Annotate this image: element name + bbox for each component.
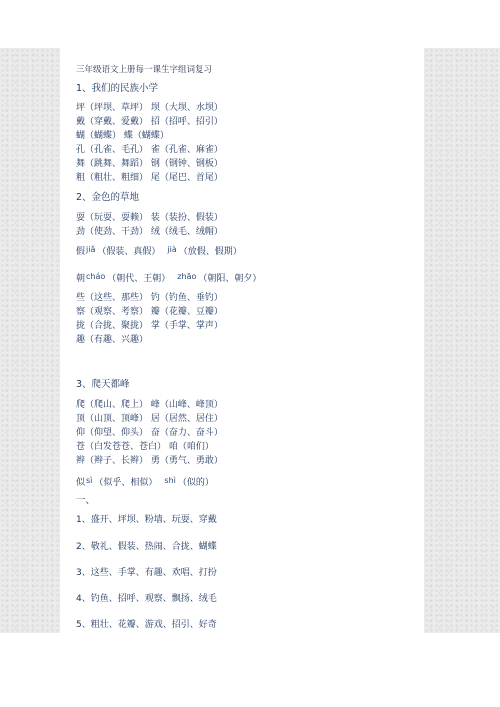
vocab-line: 粗（粗壮、粗细） 尾（尾巴、首尾）	[76, 173, 223, 183]
character: 假	[76, 247, 86, 257]
vocab-line: 察（观察、考察） 瓣（花瓣、豆瓣）	[76, 307, 223, 317]
character: 朝	[76, 274, 86, 284]
vocab-line: 耍（玩耍、耍赖） 装（装扮、假装）	[76, 213, 223, 223]
vocab-words: （朝阳、朝夕）	[198, 274, 262, 284]
vocab-line: 戴（穿戴、爱戴） 招（招呼、招引）	[76, 117, 223, 127]
vocab-line: 劲（使劲、干劲） 绒（绒毛、绒帽）	[76, 227, 223, 237]
vocab-line: 仰（仰望、仰头） 奋（奋力、奋斗）	[76, 428, 223, 438]
exercise-item: 5、粗壮、花瓣、游戏、招引、好奇	[76, 620, 217, 630]
exercise-item: 4、钓鱼、招呼、观察、飘扬、绒毛	[76, 594, 217, 604]
polyphone-line	[76, 244, 242, 258]
vocab-line: 些（这些、那些） 钓（钓鱼、垂钓）	[76, 293, 223, 303]
part-heading: 一、	[76, 495, 96, 506]
pinyin: jiǎ	[86, 245, 96, 254]
vocab-line: 苍（白发苍苍、苍白） 咱（咱们）	[76, 442, 214, 452]
section-heading: 1、我们的民族小学	[76, 83, 159, 94]
section-heading: 2、金色的草地	[76, 192, 140, 203]
document-title: 三年级语文上册每一课生字组词复习	[76, 65, 213, 75]
vocab-words: （似乎、相似）	[94, 478, 158, 488]
pinyin: zhāo	[177, 272, 197, 281]
document-body	[60, 48, 424, 633]
pinyin: shì	[164, 476, 176, 485]
pinyin: cháo	[86, 272, 106, 281]
character: 似	[76, 478, 86, 488]
left-texture-band	[0, 48, 60, 633]
exercise-item: 3、这些、手掌、有趣、欢唱、打扮	[76, 568, 217, 578]
vocab-words: （朝代、王朝）	[107, 274, 171, 284]
vocab-words: （放假、假期）	[178, 247, 242, 257]
vocab-line: 辫（辫子、长辫） 勇（勇气、勇敢）	[76, 456, 223, 466]
vocab-line: 舞（跳舞、舞蹈） 钢（钢钟、钢板）	[76, 159, 223, 169]
pinyin: jià	[167, 245, 177, 254]
exercise-item: 2、敬礼、假装、热闹、合拢、蝴蝶	[76, 542, 217, 552]
exercise-item: 1、盛开、坪坝、粉墙、玩耍、穿戴	[76, 515, 217, 525]
vocab-line: 顶（山顶、顶峰） 居（居然、居住）	[76, 414, 223, 424]
vocab-line: 孔（孔雀、毛孔） 雀（孔雀、麻雀）	[76, 145, 223, 155]
polyphone-line	[76, 475, 214, 489]
pinyin: sì	[86, 476, 93, 485]
vocab-line: 坪（坪坝、草坪） 坝（大坝、水坝）	[76, 103, 223, 113]
polyphone-line	[76, 271, 261, 285]
vocab-line: 蝴（蝴蝶） 蝶（蝴蝶）	[76, 131, 169, 141]
vocab-words: （假装、真假）	[97, 247, 161, 257]
section-heading: 3、爬天都峰	[76, 379, 130, 390]
vocab-line: 拢（合拢、聚拢） 掌（手掌、掌声）	[76, 321, 223, 331]
right-texture-band	[424, 48, 500, 633]
vocab-line: 爬（爬山、爬上） 峰（山峰、峰顶）	[76, 400, 223, 410]
vocab-words: （似的）	[177, 478, 214, 488]
vocab-line: 趣（有趣、兴趣）	[76, 335, 149, 345]
